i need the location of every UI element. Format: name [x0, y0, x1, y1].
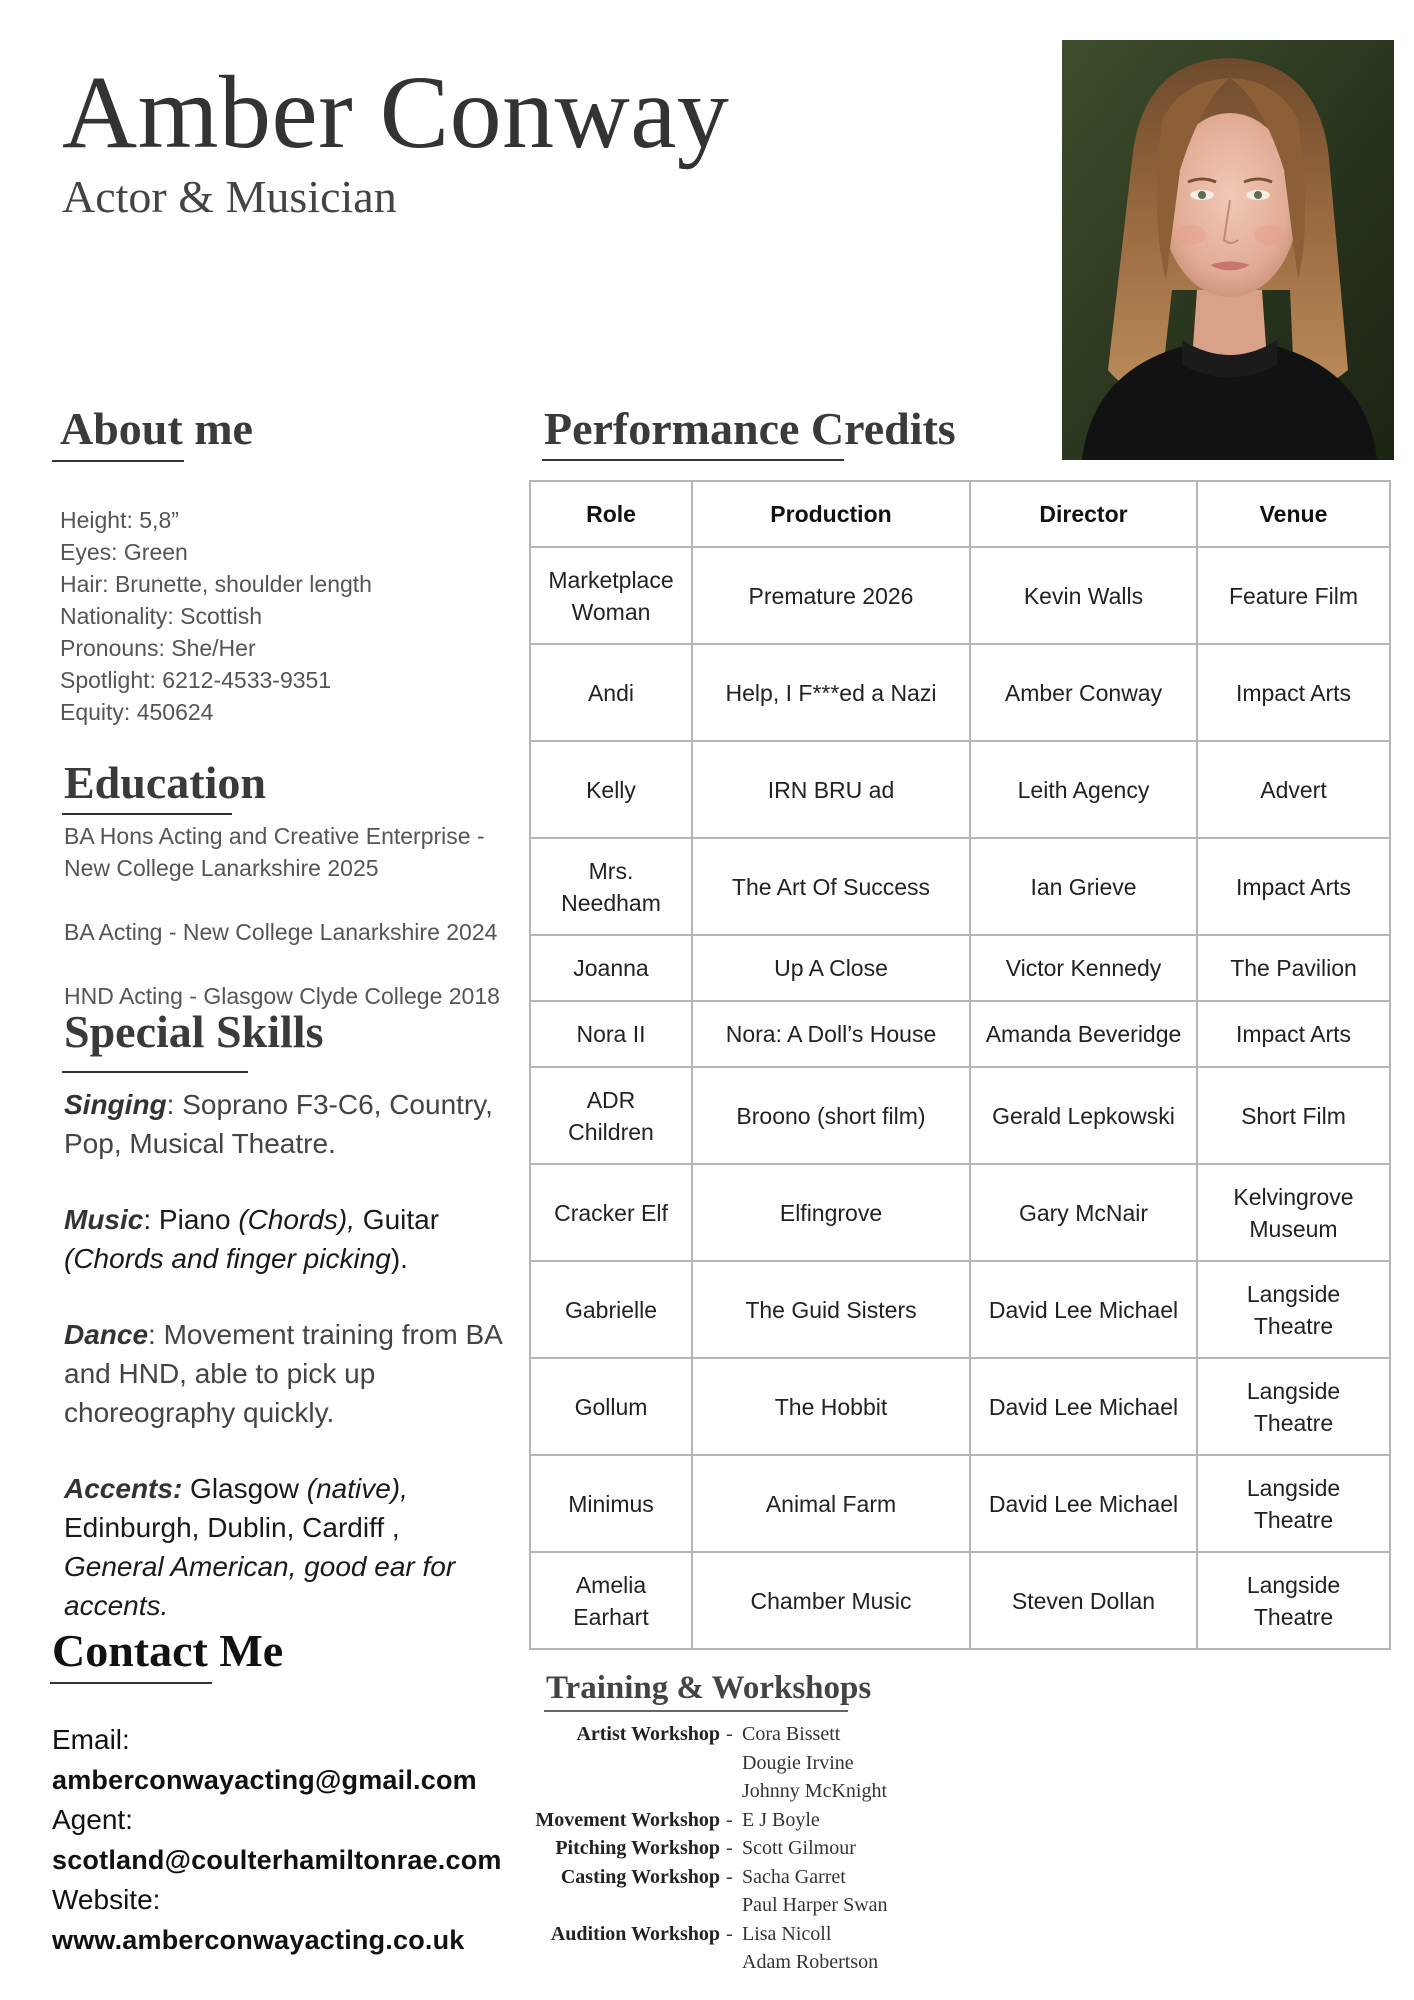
workshop-separator: -: [726, 1808, 733, 1831]
credit-cell-production: [692, 1261, 970, 1358]
credits-underline: [542, 459, 844, 461]
equity-item: Equity: 450624: [60, 699, 214, 725]
skill-text: (Chords),: [238, 1204, 356, 1235]
skill-text: General American, good ear for accents.: [64, 1551, 456, 1621]
credit-cell-role: [530, 1455, 692, 1552]
hair-item: Hair: Brunette, shoulder length: [60, 571, 372, 597]
skill-singing: [64, 1085, 504, 1163]
about-list: [60, 504, 372, 728]
credit-cell-line: Langside: [1246, 1280, 1341, 1307]
credit-cell-line: Children: [568, 1118, 654, 1145]
credit-cell-line: Ian Grieve: [1030, 873, 1137, 900]
credit-cell-line: Cracker Elf: [554, 1199, 668, 1226]
workshop-row: [535, 1806, 968, 1835]
education-entry-2: [64, 916, 497, 948]
credit-cell-line: Gollum: [574, 1393, 648, 1420]
credit-cell-line: Woman: [571, 598, 651, 625]
skill-text: : Movement training from BA and HND, able to pick up choreography quickly.: [64, 1319, 502, 1428]
credit-cell-line: Broono (short film): [736, 1102, 926, 1129]
nationality-item: Nationality: Scottish: [60, 603, 262, 629]
credit-cell-line: Kelly: [586, 776, 636, 803]
credit-row: [530, 644, 1390, 741]
workshop-row: [548, 1863, 968, 1892]
credit-cell-director: [970, 1067, 1197, 1164]
credit-cell-role: [530, 1358, 692, 1455]
workshop-tutor: Sacha Garret: [742, 1865, 846, 1888]
credit-cell-director: [970, 838, 1197, 935]
credit-row: [530, 741, 1390, 838]
credit-cell-director: [970, 1455, 1197, 1552]
credit-cell-line: Premature 2026: [748, 582, 914, 609]
credit-row: [530, 1552, 1390, 1649]
credit-cell-line: Theatre: [1253, 1312, 1334, 1339]
credit-cell-line: Gabrielle: [564, 1296, 658, 1323]
credit-cell-role: [530, 935, 692, 1001]
credit-cell-line: The Hobbit: [774, 1393, 888, 1420]
training-underline: [544, 1710, 848, 1712]
credit-row: [530, 1358, 1390, 1455]
workshop-tutor: Johnny McKnight: [742, 1780, 887, 1802]
workshop-row: [548, 1834, 968, 1863]
skill-text: : Soprano F3-C6, Country, Pop, Musical Theatre.: [64, 1089, 493, 1159]
credit-cell-role: [530, 1552, 692, 1649]
workshop-tutor: Scott Gilmour: [742, 1837, 856, 1859]
credit-cell-line: Amelia: [575, 1571, 647, 1598]
credit-cell-director: [970, 1552, 1197, 1649]
credit-cell-venue: [1197, 1358, 1390, 1455]
credit-row: [530, 935, 1390, 1001]
contact-underline: [50, 1682, 212, 1684]
credit-cell-line: Needham: [561, 889, 661, 916]
skill-label: Music: [64, 1204, 144, 1235]
workshop-separator: -: [726, 1837, 733, 1859]
credit-cell-line: Marketplace: [548, 566, 674, 593]
headshot-image: [1062, 40, 1394, 460]
height-item: Height: 5,8”: [60, 507, 179, 533]
credit-cell-line: David Lee Michael: [988, 1490, 1179, 1517]
email-label: Email:: [52, 1724, 130, 1755]
credit-cell-line: Elfingrove: [779, 1199, 883, 1226]
credit-row: [530, 838, 1390, 935]
skills-underline: [62, 1071, 248, 1073]
column-header-director: Director: [970, 481, 1197, 547]
credit-cell-line: David Lee Michael: [988, 1393, 1179, 1420]
workshop-tutor: Dougie Irvine: [742, 1751, 854, 1774]
credit-cell-venue: [1197, 1001, 1390, 1067]
credit-cell-venue: [1197, 644, 1390, 741]
credit-cell-line: Steven Dollan: [1011, 1587, 1156, 1614]
skill-text: (native),: [306, 1473, 408, 1504]
credit-cell-line: Short Film: [1241, 1102, 1346, 1129]
education-line: HND Acting - Glasgow Clyde College 2018: [64, 983, 500, 1009]
credit-cell-line: Victor Kennedy: [1005, 955, 1162, 981]
workshop-name-row: [548, 1777, 968, 1806]
credit-cell-line: Amanda Beveridge: [985, 1021, 1182, 1047]
skill-text: ).: [390, 1243, 408, 1274]
credit-cell-line: Impact Arts: [1235, 873, 1352, 900]
skill-text: (Chords and finger picking: [64, 1243, 391, 1274]
credit-cell-role: [530, 547, 692, 644]
credit-row: [530, 1455, 1390, 1552]
credit-cell-line: Nora II: [576, 1021, 646, 1047]
skill-dance: [64, 1315, 504, 1432]
contact-heading: Contact Me: [52, 1625, 284, 1676]
skill-music: [64, 1200, 504, 1278]
contact-block: [52, 1720, 502, 1960]
person-subtitle: Actor & Musician: [62, 171, 397, 222]
workshop-name-row: [548, 1948, 968, 1977]
credit-cell-line: Earhart: [573, 1603, 649, 1630]
credit-cell-line: Gary McNair: [1018, 1199, 1149, 1226]
credit-cell-line: David Lee Michael: [988, 1296, 1179, 1323]
credit-cell-line: Help, I F***ed a Nazi: [725, 679, 937, 706]
skill-accents: [64, 1469, 504, 1625]
credit-cell-director: [970, 547, 1197, 644]
credits-body: [530, 547, 1390, 1649]
credit-cell-line: Up A Close: [774, 955, 888, 981]
skill-label: Accents:: [64, 1473, 183, 1504]
credit-cell-production: [692, 935, 970, 1001]
credit-cell-line: IRN BRU ad: [767, 776, 895, 803]
about-heading: About me: [60, 403, 253, 454]
credit-cell-role: [530, 741, 692, 838]
credit-cell-production: [692, 1067, 970, 1164]
credit-cell-venue: [1197, 838, 1390, 935]
credit-cell-role: [530, 644, 692, 741]
workshop-separator: -: [726, 1723, 733, 1745]
credit-row: [530, 1001, 1390, 1067]
credit-cell-line: Mrs.: [588, 857, 634, 884]
workshop-tutor: Adam Robertson: [742, 1951, 879, 1973]
website-link[interactable]: www.amberconwayacting.co.uk: [52, 1925, 465, 1955]
column-header-production: Production: [692, 481, 970, 547]
credit-cell-director: [970, 935, 1197, 1001]
credit-cell-line: Impact Arts: [1235, 1021, 1352, 1047]
eyes-item: Eyes: Green: [60, 539, 188, 565]
headshot-photo: [1062, 40, 1394, 460]
credit-cell-line: The Art Of Success: [731, 873, 931, 900]
spotlight-item: Spotlight: 6212-4533-9351: [60, 667, 332, 693]
skills-list: [64, 1085, 504, 1625]
column-header-role: Role: [530, 481, 692, 547]
credits-table: [529, 480, 1391, 1650]
skills-heading: Special Skills: [64, 1006, 324, 1057]
credit-cell-line: Joanna: [573, 955, 649, 981]
skill-text: Edinburgh, Dublin, Cardiff ,: [64, 1512, 400, 1543]
credit-cell-production: [692, 644, 970, 741]
credit-cell-production: [692, 1552, 970, 1649]
workshop-row: [548, 1720, 968, 1749]
credits-heading: Performance Credits: [544, 403, 956, 454]
credit-row: [530, 547, 1390, 644]
credit-cell-venue: [1197, 741, 1390, 838]
credit-cell-venue: [1197, 1164, 1390, 1261]
credit-cell-line: Nora: A Doll’s House: [725, 1021, 937, 1047]
education-line: BA Hons Acting and Creative Enterprise -: [64, 823, 485, 849]
credit-row: [530, 1164, 1390, 1261]
credit-cell-director: [970, 1001, 1197, 1067]
person-name: Amber Conway: [62, 55, 730, 170]
credit-cell-line: Leith Agency: [1017, 776, 1150, 803]
credit-cell-line: Museum: [1249, 1215, 1338, 1242]
skill-text: Guitar: [355, 1204, 440, 1235]
credit-cell-venue: [1197, 1552, 1390, 1649]
credit-cell-line: Chamber Music: [750, 1587, 912, 1614]
credit-cell-line: Kevin Walls: [1023, 582, 1144, 609]
workshop-tutor: Lisa Nicoll: [742, 1922, 832, 1945]
workshop-tutor: E J Boyle: [742, 1808, 820, 1831]
column-header-venue: Venue: [1197, 481, 1390, 547]
skill-text: : Piano: [143, 1204, 239, 1235]
workshop-separator: -: [726, 1865, 733, 1888]
skill-label: Singing: [64, 1089, 167, 1120]
education-line: BA Acting - New College Lanarkshire 2024: [64, 919, 498, 945]
credit-cell-venue: [1197, 1455, 1390, 1552]
credit-cell-production: [692, 1455, 970, 1552]
agent-label: Agent:: [52, 1804, 133, 1835]
workshop-tutor: Paul Harper Swan: [742, 1894, 888, 1916]
credit-cell-line: Langside: [1246, 1571, 1341, 1598]
credit-cell-line: Animal Farm: [765, 1490, 897, 1517]
credit-cell-line: The Pavilion: [1230, 955, 1357, 981]
about-underline: [52, 460, 184, 462]
credit-cell-director: [970, 741, 1197, 838]
workshop-title: Movement Workshop: [535, 1808, 720, 1831]
workshop-title: Audition Workshop: [550, 1922, 720, 1945]
workshop-row: [548, 1920, 968, 1949]
credit-cell-venue: [1197, 935, 1390, 1001]
credit-cell-role: [530, 1261, 692, 1358]
credit-row: [530, 1067, 1390, 1164]
credit-cell-production: [692, 1164, 970, 1261]
credit-cell-production: [692, 1358, 970, 1455]
credit-row: [530, 1261, 1390, 1358]
skill-text: Glasgow: [182, 1473, 307, 1504]
workshop-name-row: [548, 1891, 968, 1920]
credit-cell-line: Advert: [1260, 776, 1327, 803]
workshop-title: Casting Workshop: [560, 1865, 720, 1888]
skill-label: Dance: [64, 1319, 149, 1350]
credits-header-row: [530, 481, 1390, 547]
credit-cell-line: Feature Film: [1228, 582, 1359, 609]
credit-cell-line: Langside: [1246, 1377, 1341, 1404]
credit-cell-line: Langside: [1246, 1474, 1341, 1501]
credit-cell-line: Gerald Lepkowski: [992, 1102, 1175, 1129]
credit-cell-venue: [1197, 1067, 1390, 1164]
workshop-title: Artist Workshop: [576, 1723, 720, 1745]
credit-cell-director: [970, 1358, 1197, 1455]
workshop-name-row: [548, 1749, 968, 1778]
pronouns-item: Pronouns: She/Her: [60, 635, 256, 661]
credit-cell-production: [692, 838, 970, 935]
credit-cell-director: [970, 1164, 1197, 1261]
credit-cell-line: ADR: [586, 1086, 636, 1113]
workshop-tutor: Cora Bissett: [742, 1723, 841, 1745]
credit-cell-line: The Guid Sisters: [745, 1296, 917, 1323]
credit-cell-line: Theatre: [1253, 1506, 1334, 1533]
education-entry-1: [64, 820, 485, 884]
credit-cell-director: [970, 644, 1197, 741]
agent-email-link[interactable]: scotland@coulterhamiltonrae.com: [52, 1845, 502, 1875]
credit-cell-line: Minimus: [568, 1490, 654, 1517]
credit-cell-line: Theatre: [1253, 1603, 1334, 1630]
credit-cell-role: [530, 838, 692, 935]
training-list: [535, 1720, 968, 1977]
education-line: New College Lanarkshire 2025: [64, 855, 379, 881]
email-link[interactable]: amberconwayacting@gmail.com: [52, 1765, 477, 1795]
credit-cell-role: [530, 1164, 692, 1261]
credit-cell-production: [692, 1001, 970, 1067]
credit-cell-production: [692, 741, 970, 838]
education-heading: Education: [64, 757, 266, 808]
website-label: Website:: [52, 1884, 161, 1915]
credit-cell-role: [530, 1067, 692, 1164]
education-underline: [62, 813, 232, 815]
credit-cell-production: [692, 547, 970, 644]
credit-cell-venue: [1197, 547, 1390, 644]
training-heading: Training & Workshops: [546, 1670, 872, 1706]
credit-cell-line: Andi: [587, 679, 635, 706]
credit-cell-line: Amber Conway: [1004, 679, 1163, 706]
credit-cell-venue: [1197, 1261, 1390, 1358]
credit-cell-line: Theatre: [1253, 1409, 1334, 1436]
workshop-separator: -: [726, 1922, 733, 1945]
credit-cell-director: [970, 1261, 1197, 1358]
credit-cell-role: [530, 1001, 692, 1067]
workshop-title: Pitching Workshop: [555, 1837, 720, 1859]
credit-cell-line: Impact Arts: [1235, 679, 1352, 706]
credit-cell-line: Kelvingrove: [1233, 1183, 1354, 1210]
